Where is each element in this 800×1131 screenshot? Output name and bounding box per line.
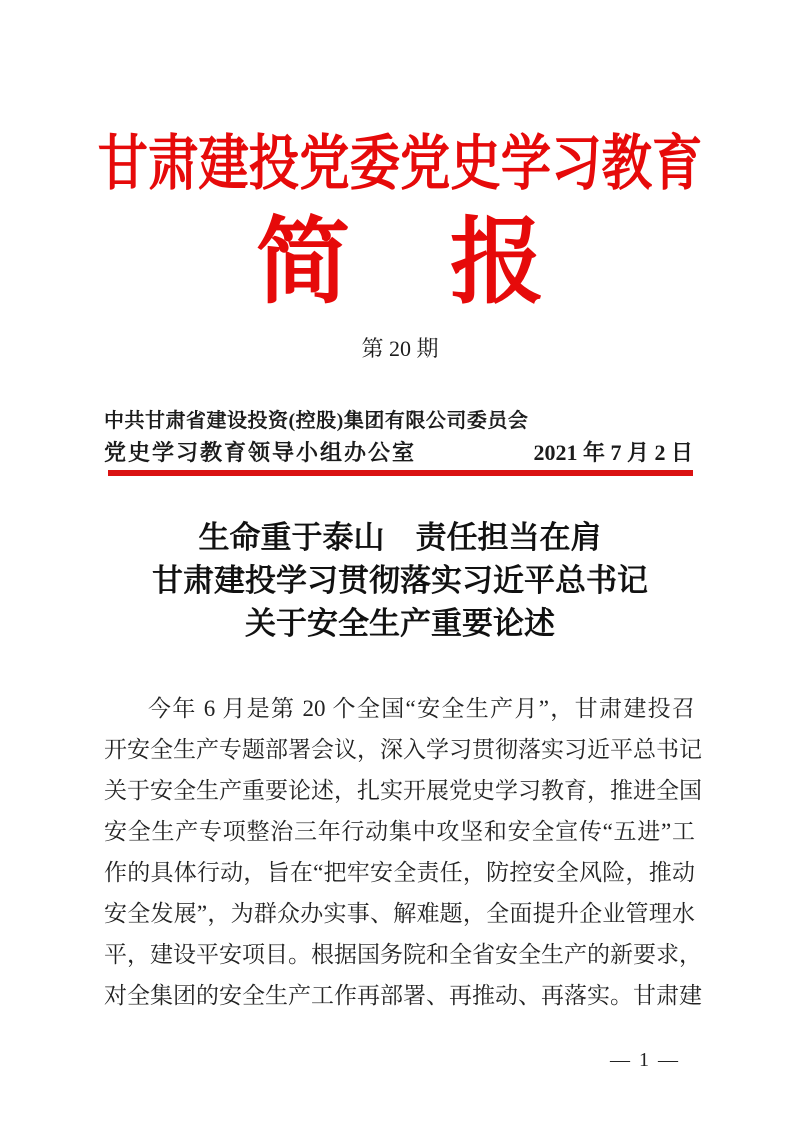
body-line: 安全发展”，为群众办实事、解难题，全面提升企业管理水 xyxy=(104,901,695,926)
brief-char-jian: 简 xyxy=(255,211,350,315)
issuer-row2 xyxy=(104,439,693,467)
body-line: 开安全生产专题部署会议，深入学习贯彻落实习近平总书记 xyxy=(104,737,702,762)
body-line: 对全集团的安全生产工作再部署、再推动、再落实。甘肃建 xyxy=(104,983,702,1008)
article-headline xyxy=(0,516,800,645)
issuer-block xyxy=(104,408,693,467)
article-body xyxy=(104,688,702,1016)
headline-line-2: 甘肃建投学习贯彻落实习近平总书记 xyxy=(152,563,648,598)
issuer-org-line2: 党史学习教育领导小组办公室 xyxy=(104,440,417,465)
headline-line-1: 生命重于泰山 责任担当在肩 xyxy=(198,520,602,555)
body-line: 平，建设平安项目。根据国务院和全省安全生产的新要求， xyxy=(104,942,702,967)
body-line: 关于安全生产重要论述，扎实开展党史学习教育，推进全国 xyxy=(104,778,702,803)
masthead-brief-title xyxy=(0,211,800,315)
masthead xyxy=(0,132,800,196)
issue-number: 第 20 期 xyxy=(361,336,439,361)
issue-date: 2021 年 7 月 2 日 xyxy=(533,440,693,465)
body-line: 作的具体行动，旨在“把牢安全责任，防控安全风险，推动 xyxy=(104,860,695,885)
issuer-org-line1: 中共甘肃省建设投资(控股)集团有限公司委员会 xyxy=(104,410,529,432)
page-number: — 1 — xyxy=(610,1049,680,1071)
masthead-title: 甘肃建投党委党史学习教育 xyxy=(97,131,703,197)
brief-char-bao: 报 xyxy=(450,211,545,315)
headline-line-3: 关于安全生产重要论述 xyxy=(245,606,555,641)
body-line: 今年 6 月是第 20 个全国“安全生产月”，甘肃建投召 xyxy=(148,696,695,721)
masthead-divider-rule xyxy=(108,470,693,476)
body-line: 安全生产专项整治三年行动集中攻坚和安全宣传“五进”工 xyxy=(104,819,695,844)
